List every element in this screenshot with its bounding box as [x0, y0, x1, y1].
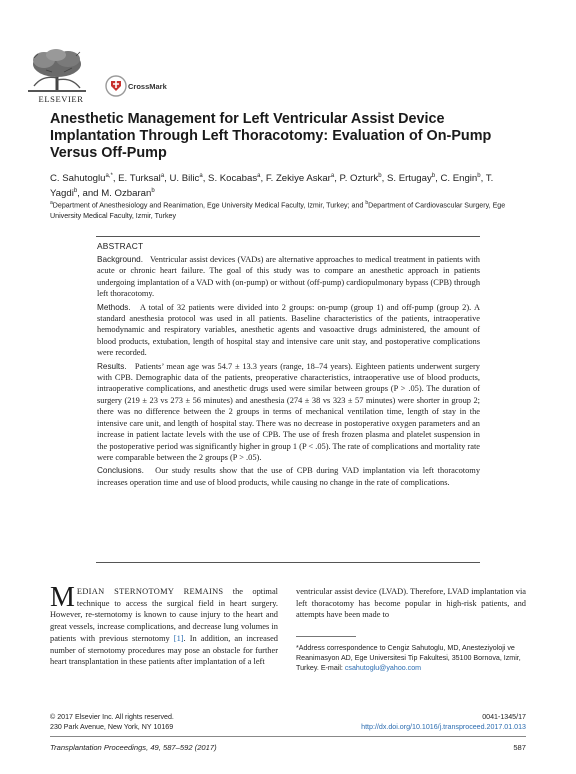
affil-a-sup: a [50, 200, 53, 206]
lead-in: EDIAN STERNOTOMY REMAINS [76, 587, 224, 596]
correspondence-footnote [296, 643, 526, 673]
author-name: T. Yagdi [50, 173, 494, 200]
methods-label: Methods. [97, 302, 131, 312]
author-name: E. Turksal [118, 173, 161, 185]
author-affiliation-sup: a [199, 173, 203, 179]
publisher-address: 230 Park Avenue, New York, NY 10169 [50, 722, 174, 731]
author-affiliation-sup: b [73, 188, 78, 195]
elsevier-tree-logo [26, 48, 88, 94]
methods-text: A total of 32 patients were divided into 2 groups: on-pump (group 1) and off-pump (group 2). A standard anesthesia protocol was used in all patients. Baseline characteristics of the patients, intraoperative hemodynamic and respiratory variables, anesthetic agents and vasoactive drugs administered, the amount of blood products, extubation, length of hospital stay and intensive care unit stay, and postoperative complications were recorded. [97, 302, 480, 358]
author-name: S. Kocabas [208, 173, 258, 185]
author-list: C. Sahutoglu$^{a,*}$, E. Turksal$^a$, U. Bilic$^a$, S. Kocabas$^a$, F. Zekiye Askar$^a$, P. Ozturk$^b$, S. Ertugay$^b$, C. Engin$^b$, T. Yagdi$^b$, and M. Ozbaran$^b$ [50, 173, 494, 200]
page-number: 587 [513, 743, 526, 752]
reference-link[interactable]: [1] [173, 633, 184, 643]
conclusions-text: Our study results show that the use of CPB during VAD implantation via left thoracotomy increases operation time and use of blood products, while causing no change in the rate of complications. [97, 466, 481, 487]
author-affiliation-sup: b [151, 188, 155, 195]
author-name: M. Ozbaran [101, 188, 152, 200]
abstract-methods [97, 302, 480, 359]
author-name: S. Ertugay [386, 173, 432, 185]
email-link[interactable]: csahutoglu@yahoo.com [344, 664, 422, 672]
issn: 0041-1345/17 [482, 713, 526, 721]
affil-a: Department of Anesthesiology and Reanimation, Ege University Medical Faculty, Izmir, Turkey; and [52, 201, 366, 210]
drop-cap: M [50, 582, 75, 613]
footnote-rule [296, 636, 356, 637]
body-text-a: the optimal technique to access the surgical field in heart surgery. However, re-sternotomy is known to cause injury to the heart and great vessels, increase complications, and decrease lung volumes in patients with previous sternotomy [50, 587, 278, 643]
article-title: Anesthetic Management for Left Ventricular Assist Device Implantation Through Left Thoracotomy: Evaluation of On-Pump Versus Off-Pump [50, 111, 492, 161]
journal-citation: Transplantation Proceedings, 49, 587–592 (2017) [50, 743, 217, 752]
author-name: C. Sahutoglu [50, 173, 106, 185]
copyright: © 2017 Elsevier Inc. All rights reserved. [50, 713, 174, 721]
footnote-text: *Address correspondence to Cengiz Sahutoglu, MD, Anesteziyoloji ve Reanimasyon AD, Ege Universitesi Tip Fakultesi, 35100 Bornova, Izmir, Turkey. E-mail: [296, 644, 521, 672]
publisher-name: ELSEVIER [38, 94, 84, 104]
author-affiliation-sup: a [160, 173, 165, 179]
results-label: Results. [97, 361, 127, 371]
abstract-body [97, 254, 480, 490]
author-name: C. Engin [440, 173, 478, 185]
affil-b: Department of Cardiovascular Surgery, Ege University Medical Faculty, Izmir, Turkey [50, 201, 506, 221]
author-affiliation-sup: a [330, 173, 335, 179]
author-affiliation-sup: b [378, 173, 382, 179]
footer-rule [50, 736, 526, 737]
copyright-block [50, 713, 174, 732]
background-text: Ventricular assist devices (VADs) are alternative approaches to medical treatment in patients with acute or chronic heart failure. The goal of this study was to compare an anesthetic approach in patients undergoing implantation of a VAD with (on-pump) or without (off-pump) cardiopulmonary bypass (CPB) through left thoracotomy. [97, 255, 480, 299]
doi-link[interactable]: http://dx.doi.org/10.1016/j.transproceed.2017.01.013 [361, 722, 526, 731]
results-text: Patients’ mean age was 54.7 ± 13.3 years (range, 18–74 years). Eighteen patients underwent surgery with CPB. Demographic data of the patients, preoperative characteristics, intraoperative use of blood products, intraoperative complications, and anesthetic drugs used were similar between groups (P > .05). The duration of surgery (219 ± 23 vs 273 ± 56 minutes) and anesthesia (274 ± 38 vs 323 ± 57 minutes) were shorter in group 2; there was no difference between the 2 groups in terms of mechanical ventilation time, length of stay in the intensive care unit, and length of hospital stay. There was no decrease in postoperative oxygen parameters and an increase in patient lactate levels with the use of CPB. The use of fresh frozen plasma and platelet suspension in the postoperative period was significantly higher in group 1 (P < .05). The rate of complications and mortality rate were comparable between the 2 groups (P > .05). [97, 361, 480, 462]
author-affiliation-sup: b [477, 173, 481, 179]
author-name: F. Zekiye Askar [265, 173, 331, 185]
author-affiliation-sup: a,* [105, 173, 113, 179]
abstract-results [97, 361, 480, 464]
conclusions-label: Conclusions. [97, 466, 144, 476]
affiliations [50, 198, 520, 222]
author-name: U. Bilic [169, 173, 200, 185]
body-column-right: ventricular assist device (LVAD). Therefore, LVAD implantation via left thoracotomy has become popular in high-risk patients, and attempts have been made to [296, 587, 526, 620]
abstract-background [97, 254, 480, 300]
abstract-bottom-rule [96, 562, 480, 563]
identifier-block [300, 713, 526, 732]
abstract-conclusions [97, 465, 480, 488]
affil-b-sup: b [365, 200, 369, 206]
body-text-b: . In addition, an increased number of sternotomy procedures may pose an obstacle for further heart transplantation in these patients after implantation of a left [50, 633, 278, 667]
author-name: P. Ozturk [339, 173, 379, 185]
body-column-left [50, 582, 278, 668]
abstract-top-rule [96, 236, 480, 237]
crossmark-label[interactable]: CrossMark [128, 82, 167, 91]
abstract-heading: ABSTRACT [97, 241, 144, 251]
author-affiliation-sup: a [257, 173, 261, 179]
background-label: Background. [97, 255, 143, 264]
author-affiliation-sup: b [431, 173, 436, 179]
